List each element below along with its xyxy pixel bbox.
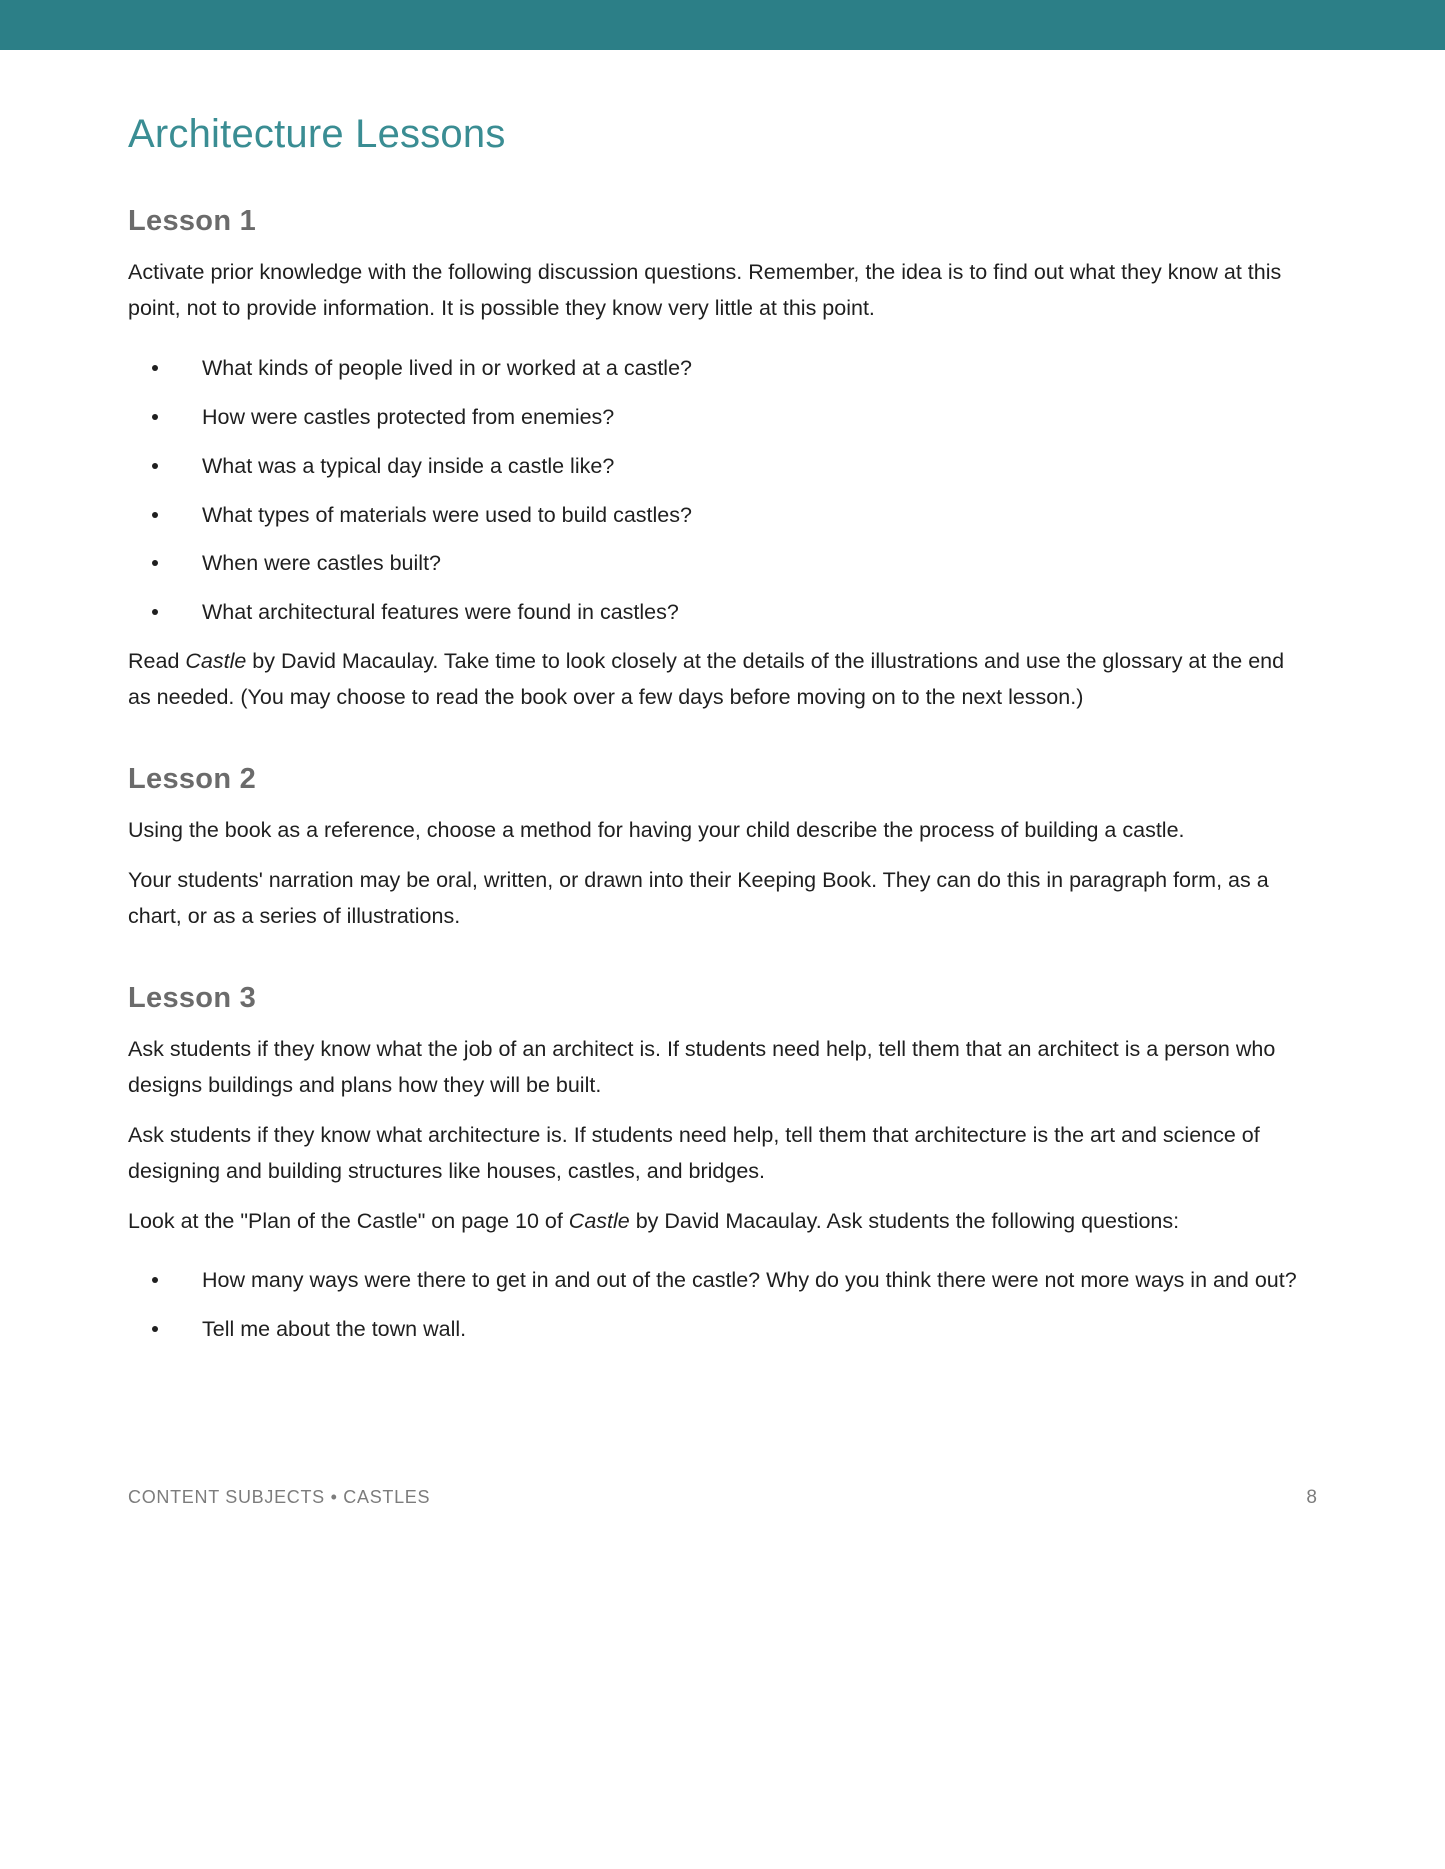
lesson-1-closing-paragraph — [128, 630, 1308, 716]
list-item-label: When were castles built? — [202, 551, 441, 576]
list-item-label: What architectural features were found in castles? — [202, 600, 679, 625]
bullet-dot-icon — [152, 1263, 159, 1270]
lesson-3-question-list — [128, 1239, 1317, 1347]
list-item — [128, 581, 1312, 630]
closing-text-before: Read — [128, 649, 186, 673]
list-item — [128, 386, 1312, 435]
list-item-label: What kinds of people lived in or worked at a castle? — [202, 356, 692, 381]
lesson-3-paragraph-3 — [128, 1190, 1308, 1240]
closing-text-after: by David Macaulay. Take time to look closely at the details of the illustrations and use the glossary at the end as needed. (You may choose to read the book over a few days before moving on to the next lesson.) — [128, 649, 1285, 709]
list-item-label: How many ways were there to get in and out of the castle? Why do you think there were not more ways in and out? — [202, 1268, 1297, 1293]
plan-text-before: Look at the "Plan of the Castle" on page 10 of — [128, 1208, 569, 1233]
lesson-3-heading: Lesson 3 — [128, 981, 257, 1014]
bullet-dot-icon — [152, 351, 159, 358]
page-content — [0, 50, 1445, 1347]
lesson-2-paragraph-1: Using the book as a reference, choose a method for having your child describe the process of building a castle. — [128, 818, 1185, 843]
list-item-label: How were castles protected from enemies? — [202, 404, 615, 429]
lesson-2-paragraph-2: Your students' narration may be oral, written, or drawn into their Keeping Book. They can do this in paragraph form, as a chart, or as a series of illustrations. — [128, 867, 1269, 928]
list-item — [128, 337, 1312, 386]
bullet-dot-icon — [152, 498, 159, 505]
list-item-label: What types of materials were used to build castles? — [202, 502, 692, 527]
list-item — [128, 1298, 1312, 1347]
lesson-3-paragraph-1: Ask students if they know what the job of an architect is. If students need help, tell them that an architect is a person who designs buildings and plans how they will be built. — [128, 1036, 1276, 1097]
page-title: Architecture Lessons — [128, 112, 506, 156]
bullet-dot-icon — [152, 1312, 159, 1319]
list-item — [128, 532, 1312, 581]
bullet-dot-icon — [152, 449, 159, 456]
bullet-dot-icon — [152, 546, 159, 553]
lesson-1-intro-paragraph: Activate prior knowledge with the following discussion questions. Remember, the idea is to find out what they know at this point, not to provide information. It is possible they know very little at this point. — [128, 260, 1282, 321]
plan-text-after: by David Macaulay. Ask students the following questions: — [629, 1208, 1180, 1233]
lesson-1-question-list — [128, 327, 1317, 630]
list-item — [128, 435, 1312, 484]
book-title-castle: Castle — [568, 1208, 630, 1233]
lesson-1-heading: Lesson 1 — [128, 205, 257, 237]
header-color-band — [0, 0, 1445, 50]
page-footer — [128, 1487, 1317, 1509]
list-item-label: Tell me about the town wall. — [202, 1317, 467, 1342]
page-number: 8 — [1306, 1487, 1317, 1508]
bullet-dot-icon — [152, 595, 159, 602]
footer-breadcrumb: CONTENT SUBJECTS • CASTLES — [128, 1487, 431, 1507]
list-item-label: What was a typical day inside a castle like? — [202, 453, 615, 478]
list-item — [128, 1249, 1312, 1298]
list-item — [128, 484, 1312, 533]
lesson-2-heading: Lesson 2 — [128, 762, 257, 795]
bullet-dot-icon — [152, 400, 159, 407]
book-title-castle: Castle — [185, 649, 247, 673]
lesson-3-paragraph-2: Ask students if they know what architecture is. If students need help, tell them that architecture is the art and science of designing and building structures like houses, castles, and bridges. — [128, 1122, 1260, 1183]
